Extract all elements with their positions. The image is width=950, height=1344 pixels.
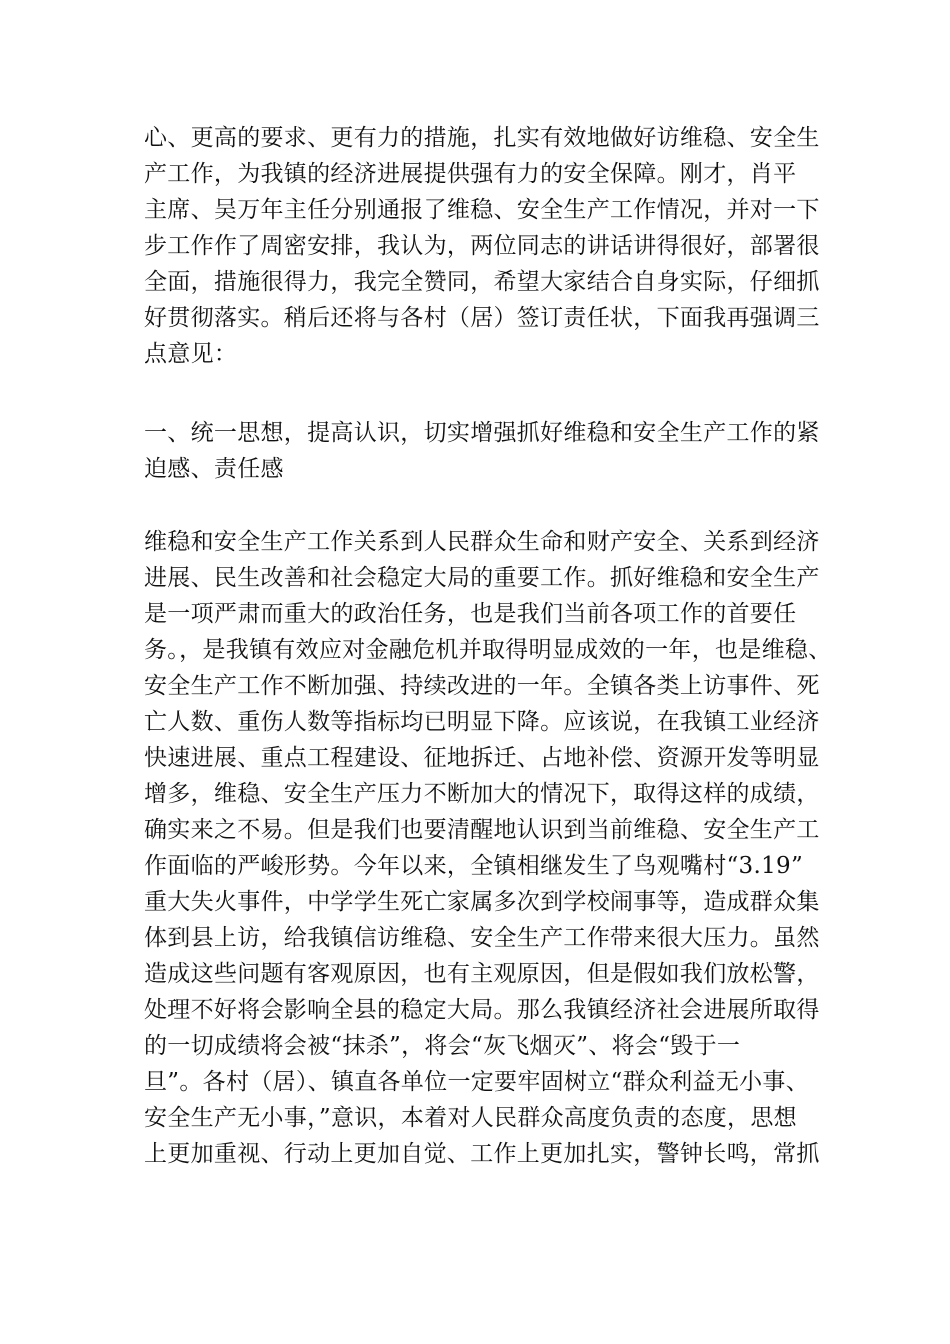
text-line: 亡人数、重伤人数等指标均已明显下降。应该说，在我镇工业经济 [144,709,820,735]
text-line: 产工作，为我镇的经济进展提供强有力的安全保障。刚才，肖平 [144,161,797,187]
section-heading [144,415,824,487]
text-line: 作面临的严峻形势。今年以来，全镇相继发生了鸟观嘴村“3.19” [144,853,804,879]
text-line: 务。，是我镇有效应对金融危机并取得明显成效的一年，也是维稳、 [144,637,832,663]
text-line: 快速进展、重点工程建设、征地拆迁、占地补偿、资源开发等明显 [144,745,820,771]
text-line: 安全生产工作不断加强、持续改进的一年。全镇各类上访事件、死 [144,673,820,699]
text-line: 点意见： [144,341,238,367]
heading-line: 一、统一思想，提高认识，切实增强抓好维稳和安全生产工作的紧 [144,420,820,446]
text-line: 主席、吴万年主任分别通报了维稳、安全生产工作情况，并对一下 [144,197,820,223]
text-line: 确实来之不易。但是我们也要清醒地认识到当前维稳、安全生产工 [144,817,820,843]
text-line: 的一切成绩将会被“抹杀”，将会“灰飞烟灭”、将会“毁于一 [144,1033,741,1059]
text-line: 好贯彻落实。稍后还将与各村（居）签订责任状，下面我再强调三 [144,305,820,331]
text-line: 处理不好将会影响全县的稳定大局。那么我镇经济社会进展所取得 [144,997,820,1023]
text-line: 重大失火事件，中学学生死亡家属多次到学校闹事等，造成群众集 [144,889,820,915]
text-line: 上更加重视、行动上更加自觉、工作上更加扎实，警钟长鸣，常抓 [144,1141,820,1167]
heading-line: 迫感、责任感 [144,456,284,482]
paragraph-body [144,524,832,1172]
text-line: 维稳和安全生产工作关系到人民群众生命和财产安全、关系到经济 [144,529,820,555]
text-line: 旦”。各村（居）、镇直各单位一定要牢固树立“群众利益无小事、 [144,1069,810,1095]
text-line: 进展、民生改善和社会稳定大局的重要工作。抓好维稳和安全生产 [144,565,820,591]
text-line: 体到县上访，给我镇信访维稳、安全生产工作带来很大压力。虽然 [144,925,820,951]
text-line: 全面，措施很得力，我完全赞同，希望大家结合自身实际，仔细抓 [144,269,820,295]
text-line: 增多，维稳、安全生产压力不断加大的情况下，取得这样的成绩， [144,781,820,807]
text-line: 是一项严肃而重大的政治任务，也是我们当前各项工作的首要任 [144,601,797,627]
text-line: 心、更高的要求、更有力的措施，扎实有效地做好访维稳、安全生 [144,125,820,151]
text-line: 安全生产无小事，”意识，本着对人民群众高度负责的态度，思想 [144,1105,797,1131]
text-line: 造成这些问题有客观原因，也有主观原因，但是假如我们放松警， [144,961,820,987]
text-line: 步工作作了周密安排，我认为，两位同志的讲话讲得很好，部署很 [144,233,820,259]
paragraph-intro [144,120,824,372]
